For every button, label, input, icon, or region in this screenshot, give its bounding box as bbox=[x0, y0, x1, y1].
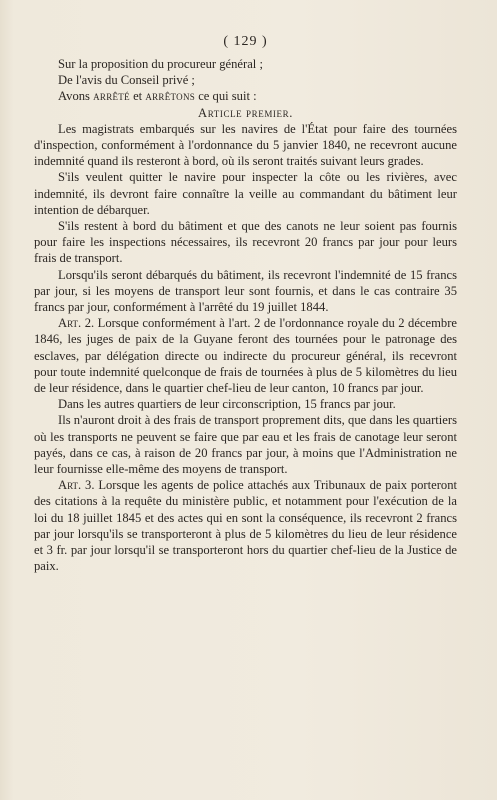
paragraph bbox=[34, 396, 457, 412]
article-label: Art. 2. bbox=[58, 316, 95, 331]
paragraph-text: S'ils restent à bord du bâtiment et que des canots ne leur soient pas fournis pour faire les inspections nécessaires, ils recevront 20 francs par jour pour leurs frais de transport. bbox=[34, 219, 457, 266]
paragraph bbox=[34, 121, 457, 170]
decree-suffix: ce qui suit : bbox=[195, 89, 257, 104]
paragraph bbox=[34, 169, 457, 218]
decree-line bbox=[34, 88, 457, 104]
decree-word-arretons: arrêtons bbox=[145, 89, 196, 104]
paragraph-text: Lorsque conformément à l'art. 2 de l'ordonnance royale du 2 décembre 1846, les juges de paix de la Guyane feront des tournées pour le patronage des esclaves, par délégation directe ou indirecte du procureur général, ils recevront pour toute indemnité quelconque de frais de tournées à plus de 5 kilomètres du lieu de leur résidence, dans le quartier chef-lieu de leur canton, 10 francs par jour. bbox=[34, 316, 457, 396]
decree-prefix: Avons bbox=[58, 89, 94, 104]
paragraph bbox=[34, 267, 457, 316]
decree-middle: et bbox=[129, 89, 146, 104]
paragraph bbox=[34, 315, 457, 396]
paragraph-text: S'ils veulent quitter le navire pour inspecter la côte ou les rivières, avec indemnité, ils devront faire connaître la veille au commandant du bâtiment leur intention de débarquer. bbox=[34, 170, 457, 217]
paragraph-text: Ils n'auront droit à des frais de transport proprement dits, que dans les quartiers où les transports ne peuvent se faire que par eau et les frais de canotage leur seront payés, dans ce cas, à raison de 20 francs par jour, à moins que l'Administration ne leur fournisse elle-même des moyens de transport. bbox=[34, 413, 457, 477]
paragraph bbox=[34, 477, 457, 574]
article-label: Art. 3. bbox=[58, 478, 95, 493]
paragraph-text: Lorsqu'ils seront débarqués du bâtiment, ils recevront l'indemnité de 15 francs par jour, si les moyens de transport leur sont fournis, et dans le cas contraire 35 francs par jour, conformément à l'arrêté du 19 juillet 1844. bbox=[34, 267, 457, 315]
paragraph-text: Dans les autres quartiers de leur circonscription, 15 francs par jour. bbox=[58, 397, 396, 412]
decree-word-arrete: arrêté bbox=[93, 89, 130, 104]
page-number: ( 129 ) bbox=[223, 34, 268, 49]
article-title: Article premier. bbox=[198, 105, 293, 120]
preamble-line-2: De l'avis du Conseil privé ; bbox=[58, 73, 195, 88]
paragraph-text: Lorsque les agents de police attachés aux Tribunaux de paix porteront des citations à la requête du ministère public, et notamment pour l'exécution de la loi du 18 juillet 1845 et des actes qui en sont la conséquence, ils recevront 2 francs par jour lorsqu'ils se transporteront à plus de 5 kilomètres du lieu de leur résidence et 3 fr. par jour lorsqu'il se transporteront hors du quartier chef-lieu de la Justice de paix. bbox=[34, 478, 457, 574]
paragraph-text: Les magistrats embarqués sur les navires de l'État pour faire des tournées d'inspection, conformément à l'ordonnance du 5 janvier 1840, ne recevront aucune indemnité quand ils resteront à bord, où ils seront traités suivant leurs grades. bbox=[34, 121, 457, 169]
paragraph bbox=[34, 218, 457, 267]
preamble-line-1: Sur la proposition du procureur général ; bbox=[58, 57, 263, 71]
paragraph bbox=[34, 412, 457, 477]
